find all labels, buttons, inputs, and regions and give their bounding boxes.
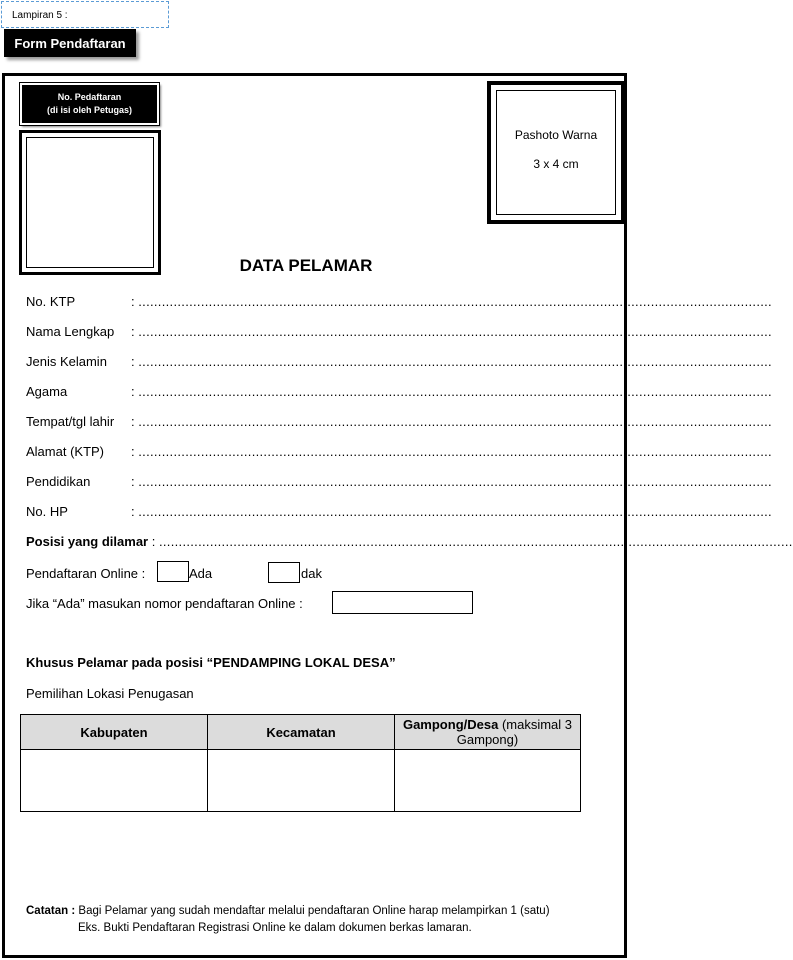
field-separator: : <box>131 324 135 339</box>
header-gampong <box>395 715 581 750</box>
online-label: Pendaftaran Online : <box>26 566 146 581</box>
option-tidak-label: dak <box>301 566 322 581</box>
option-ada-label: Ada <box>189 566 213 581</box>
field-label: Alamat (KTP) <box>26 444 105 459</box>
posisi-separator: : <box>148 534 156 549</box>
field-label: Nama Lengkap <box>26 324 115 339</box>
header-gampong-label: Gampong/Desa <box>402 717 499 732</box>
field-separator: : <box>131 474 135 489</box>
field-dots: .................................................................................................................................................................. <box>138 504 772 519</box>
registration-label: No. Pedaftaran <box>57 92 122 102</box>
field-nama-lengkap[interactable] <box>26 324 772 339</box>
note-label: Catatan : <box>26 905 76 917</box>
registration-number-box <box>20 83 159 125</box>
header-kecamatan: Kecamatan <box>208 715 395 750</box>
field-label: No. HP <box>26 504 68 519</box>
posisi-dots: .................................................................................................................................................................. <box>158 534 793 549</box>
field-no-hp[interactable] <box>26 504 772 519</box>
field-separator: : <box>131 294 135 309</box>
field-separator: : <box>131 414 135 429</box>
posisi-label: Posisi yang dilamar <box>26 534 149 549</box>
header-kabupaten: Kabupaten <box>21 715 208 750</box>
form-title-tag: Form Pendaftaran <box>4 29 136 57</box>
field-label: No. KTP <box>26 294 76 309</box>
field-dots: .................................................................................................................................................................. <box>138 294 772 309</box>
field-label: Jenis Kelamin <box>26 354 107 369</box>
cell-kabupaten[interactable] <box>21 750 208 812</box>
field-separator: : <box>131 354 135 369</box>
field-no-ktp[interactable] <box>26 294 772 309</box>
registration-stamp-inner <box>26 137 154 268</box>
field-dots: .................................................................................................................................................................. <box>138 324 772 339</box>
page-title: DATA PELAMAR <box>239 256 373 275</box>
field-tempat-tgl-lahir[interactable] <box>26 414 772 429</box>
field-dots: .................................................................................................................................................................. <box>138 474 772 489</box>
registration-stamp-box <box>19 130 161 275</box>
photo-box <box>487 81 625 224</box>
field-jenis-kelamin[interactable] <box>26 354 772 369</box>
checkbox-ada[interactable] <box>157 561 189 582</box>
note <box>26 903 550 937</box>
cell-gampong[interactable] <box>395 750 581 812</box>
photo-size: 3 x 4 cm <box>533 157 579 171</box>
field-dots: .................................................................................................................................................................. <box>138 384 772 399</box>
field-separator: : <box>131 384 135 399</box>
table-header-row <box>21 715 581 750</box>
field-separator: : <box>131 504 135 519</box>
field-posisi[interactable] <box>26 534 793 549</box>
note-line2: Eks. Bukti Pendaftaran Registrasi Online ke dalam dokumen berkas lamaran. <box>78 922 472 934</box>
cell-kecamatan[interactable] <box>208 750 395 812</box>
field-dots: .................................................................................................................................................................. <box>138 414 772 429</box>
location-selection-label: Pemilihan Lokasi Penugasan <box>26 686 194 701</box>
registration-note: (di isi oleh Petugas) <box>46 105 132 115</box>
location-table <box>20 714 581 812</box>
field-alamat-ktp[interactable] <box>26 444 772 459</box>
field-dots: .................................................................................................................................................................. <box>138 354 772 369</box>
photo-box-inner <box>496 90 616 215</box>
special-section-heading: Khusus Pelamar pada posisi “PENDAMPING LOKAL DESA” <box>26 655 396 670</box>
lampiran-label: Lampiran 5 : <box>1 1 169 28</box>
online-number-label: Jika “Ada” masukan nomor pendaftaran Online : <box>26 596 303 611</box>
field-label: Tempat/tgl lahir <box>26 414 115 429</box>
photo-label: Pashoto Warna <box>514 128 598 142</box>
field-separator: : <box>131 444 135 459</box>
online-number-input[interactable] <box>332 591 473 614</box>
header-gampong-note: (maksimal 3 Gampong) <box>456 717 573 747</box>
field-label: Pendidikan <box>26 474 91 489</box>
field-dots: .................................................................................................................................................................. <box>138 444 772 459</box>
table-row <box>21 750 581 812</box>
field-label: Agama <box>26 384 68 399</box>
note-line1: Bagi Pelamar yang sudah mendaftar melalui pendaftaran Online harap melampirkan 1 (satu) <box>75 905 550 917</box>
field-agama[interactable] <box>26 384 772 399</box>
checkbox-tidak[interactable] <box>268 562 300 583</box>
field-pendidikan[interactable] <box>26 474 772 489</box>
